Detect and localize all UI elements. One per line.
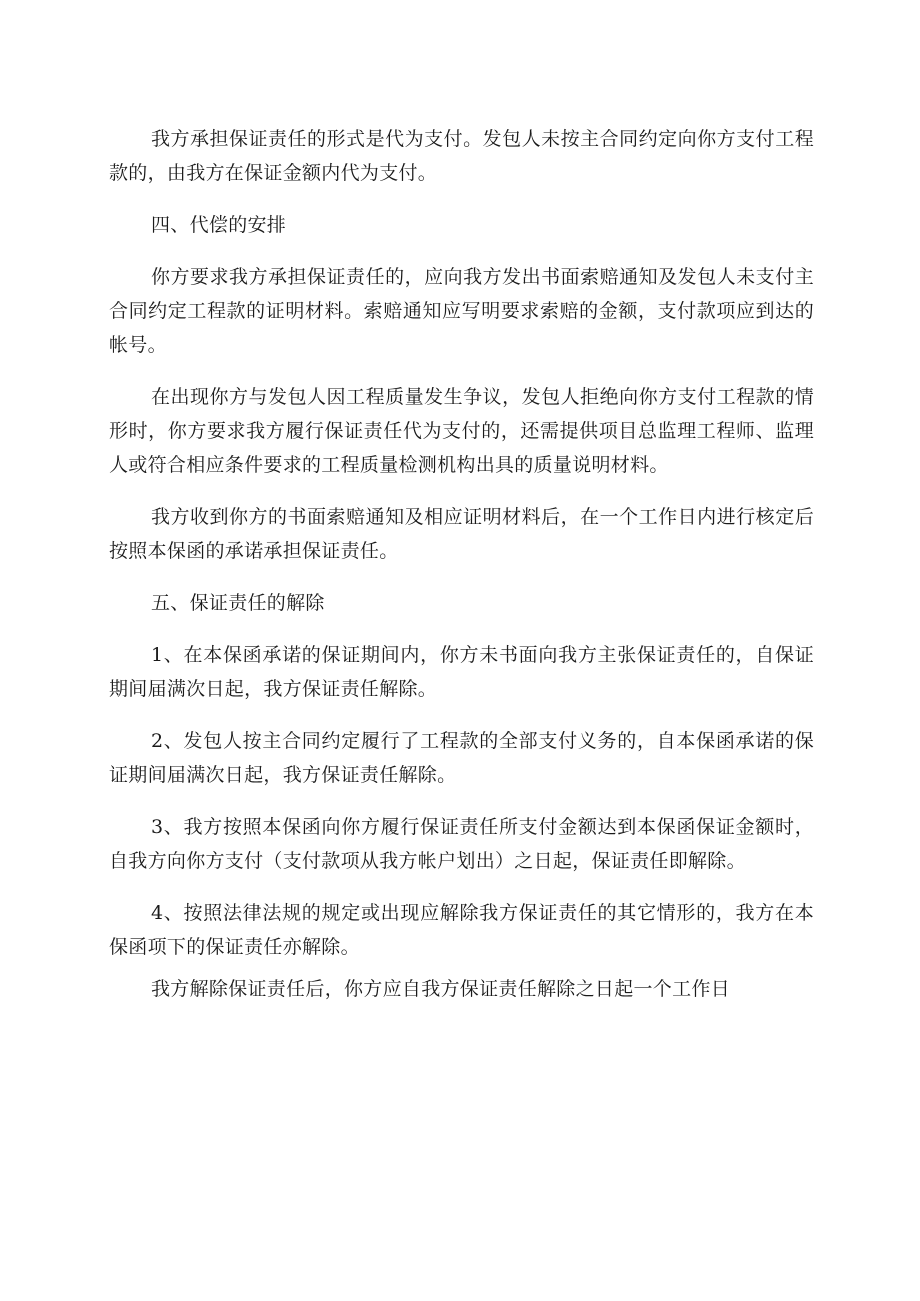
paragraph-claim-notice: 你方要求我方承担保证责任的，应向我方发出书面索赔通知及发包人未支付主合同约定工程款的证明材料。索赔通知应写明要求索赔的金额，支付款项应到达的帐号。 [109,266,814,356]
paragraph-payment-form: 我方承担保证责任的形式是代为支付。发包人未按主合同约定向你方支付工程款的，由我方在保证金额内代为支付。 [109,128,814,184]
section-heading-release: 五、保证责任的解除 [151,592,325,614]
paragraph-after-release: 我方解除保证责任后，你方应自我方保证责任解除之日起一个工作日 [151,978,731,1000]
paragraph-release-item-2: 2、发包人按主合同约定履行了工程款的全部支付义务的，自本保函承诺的保证期间届满次日起，我方保证责任解除。 [109,730,814,786]
document-body [109,122,814,1006]
paragraph-quality-dispute: 在出现你方与发包人因工程质量发生争议，发包人拒绝向你方支付工程款的情形时，你方要求我方履行保证责任代为支付的，还需提供项目总监理工程师、监理人或符合相应条件要求的工程质量检测机构出具的质量说明材料。 [109,386,814,476]
paragraph-verification: 我方收到你方的书面索赔通知及相应证明材料后，在一个工作日内进行核定后按照本保函的承诺承担保证责任。 [109,506,814,562]
paragraph-release-item-4: 4、按照法律法规的规定或出现应解除我方保证责任的其它情形的，我方在本保函项下的保证责任亦解除。 [109,902,814,958]
section-heading-compensation: 四、代偿的安排 [151,214,287,236]
paragraph-release-item-3: 3、我方按照本保函向你方履行保证责任所支付金额达到本保函保证金额时，自我方向你方支付（支付款项从我方帐户划出）之日起，保证责任即解除。 [109,816,814,872]
paragraph-release-item-1: 1、在本保函承诺的保证期间内，你方未书面向我方主张保证责任的，自保证期间届满次日起，我方保证责任解除。 [109,644,814,700]
